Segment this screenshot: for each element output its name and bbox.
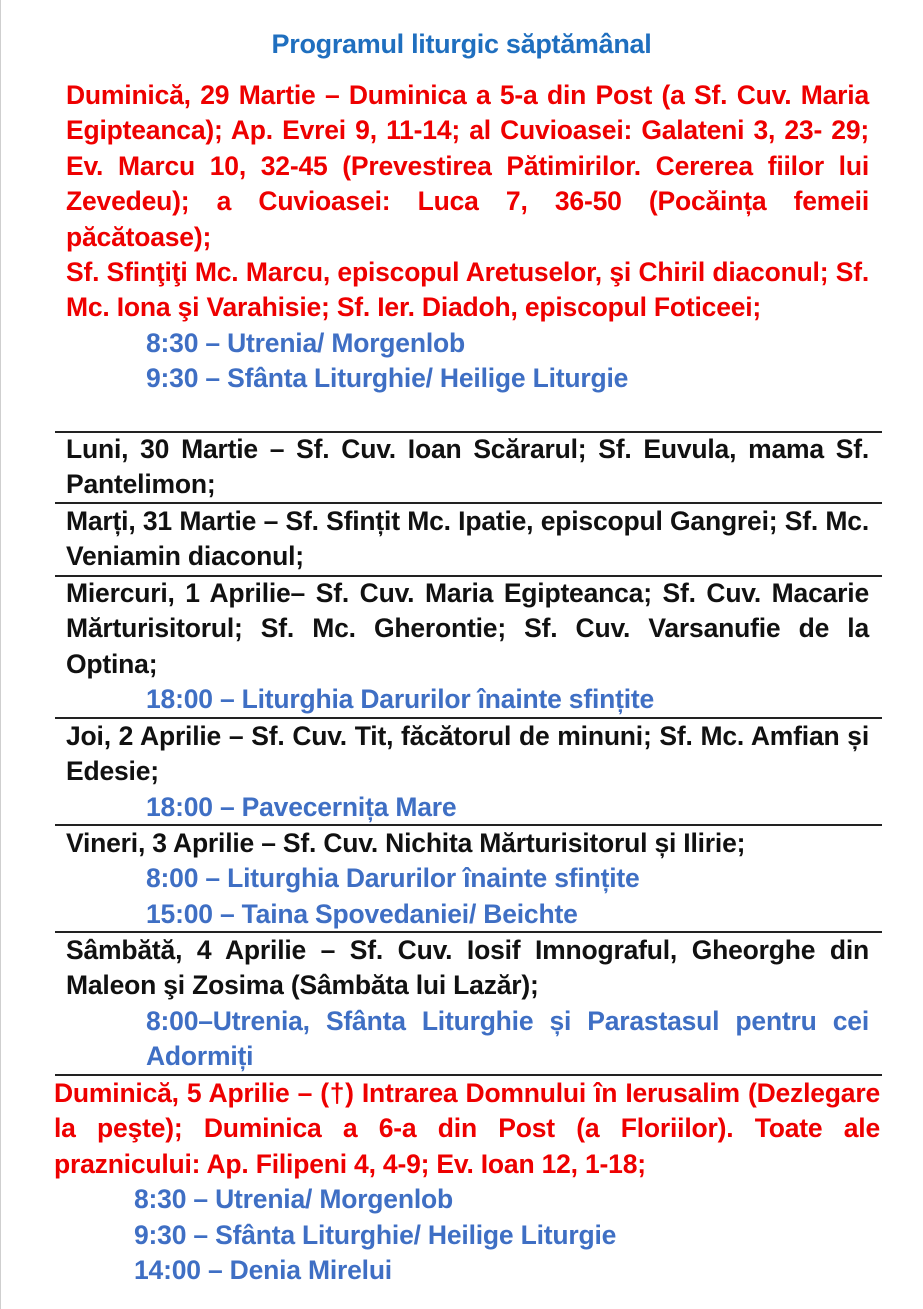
service-line: 8:30 – Utrenia/ Morgenlob (134, 1184, 453, 1215)
page-edge (0, 0, 1, 1309)
day-tuesday-31-march (66, 504, 869, 575)
service-line: 15:00 – Taina Spovedaniei/ Beichte (146, 898, 578, 929)
service-line: 18:00 – Liturghia Darurilor înainte sfințite (146, 684, 655, 715)
day-sunday-29-march (66, 78, 869, 397)
day-header: Duminică, 29 Martie – Duminica a 5-a din Post (a Sf. Cuv. Maria Egipteanca); Ap. Evrei 9, 11-14; al Cuvioasei: Galateni 3, 23- 29; Ev. Marcu 10, 32-45 (Prevestirea Pătimirilor. Cererea fiilor lui Zevedeu); a Cuvioasei: Luca 7, 36-50 (Pocăința femeii păcătoase); (66, 80, 869, 252)
service-line: 8:00–Utrenia, Sfânta Liturghie și Parastasul pentru cei Adormiți (146, 1005, 869, 1072)
day-saturday-4-april (66, 933, 869, 1075)
service-line: 8:00 – Liturghia Darurilor înainte sfințite (146, 863, 640, 894)
day-header: Joi, 2 Aprilie – Sf. Cuv. Tit, făcătorul de minuni; Sf. Mc. Amfian și Edesie; (66, 721, 869, 787)
service-line: 14:00 – Denia Mirelui (134, 1255, 392, 1286)
day-header: Luni, 30 Martie – Sf. Cuv. Ioan Scărarul; Sf. Euvula, mama Sf. Pantelimon; (66, 434, 869, 500)
day-thursday-2-april (66, 719, 869, 825)
day-saints: Sf. Sfinţiţi Mc. Marcu, episcopul Aretuselor, şi Chiril diaconul; Sf. Mc. Iona şi Varahisie; Sf. Ier. Diadoh, episcopul Foticeei; (66, 257, 869, 323)
day-wednesday-1-april (66, 576, 869, 718)
day-header: Marți, 31 Martie – Sf. Sfințit Mc. Ipatie, episcopul Gangrei; Sf. Mc. Veniamin diaconul; (66, 506, 869, 572)
day-header: Miercuri, 1 Aprilie– Sf. Cuv. Maria Egipteanca; Sf. Cuv. Macarie Mărturisitorul; Sf. Mc. Gherontie; Sf. Cuv. Varsanufie de la Optina; (66, 578, 869, 679)
service-line: 8:30 – Utrenia/ Morgenlob (146, 327, 465, 358)
service-line: 9:30 – Sfânta Liturghie/ Heilige Liturgie (146, 363, 629, 394)
day-header: Vineri, 3 Aprilie – Sf. Cuv. Nichita Mărturisitorul și Ilirie; (66, 828, 746, 858)
page-title: Programul liturgic săptămânal (271, 29, 652, 59)
day-monday-30-march (66, 432, 869, 503)
service-line: 9:30 – Sfânta Liturghie/ Heilige Liturgie (134, 1219, 617, 1250)
day-header: Sâmbătă, 4 Aprilie – Sf. Cuv. Iosif Imnograful, Gheorghe din Maleon şi Zosima (Sâmbăta lui Lazăr); (66, 935, 869, 1001)
day-sunday-5-april (54, 1076, 880, 1288)
day-header: Duminică, 5 Aprilie – (†) Intrarea Domnului în Ierusalim (Dezlegare la peşte); Duminica a 6-a din Post (a Floriilor). Toate ale praznicului: Ap. Filipeni 4, 4-9; Ev. Ioan 12, 1-18; (54, 1078, 880, 1179)
day-friday-3-april (66, 826, 869, 932)
service-line: 18:00 – Pavecernița Mare (146, 791, 457, 822)
